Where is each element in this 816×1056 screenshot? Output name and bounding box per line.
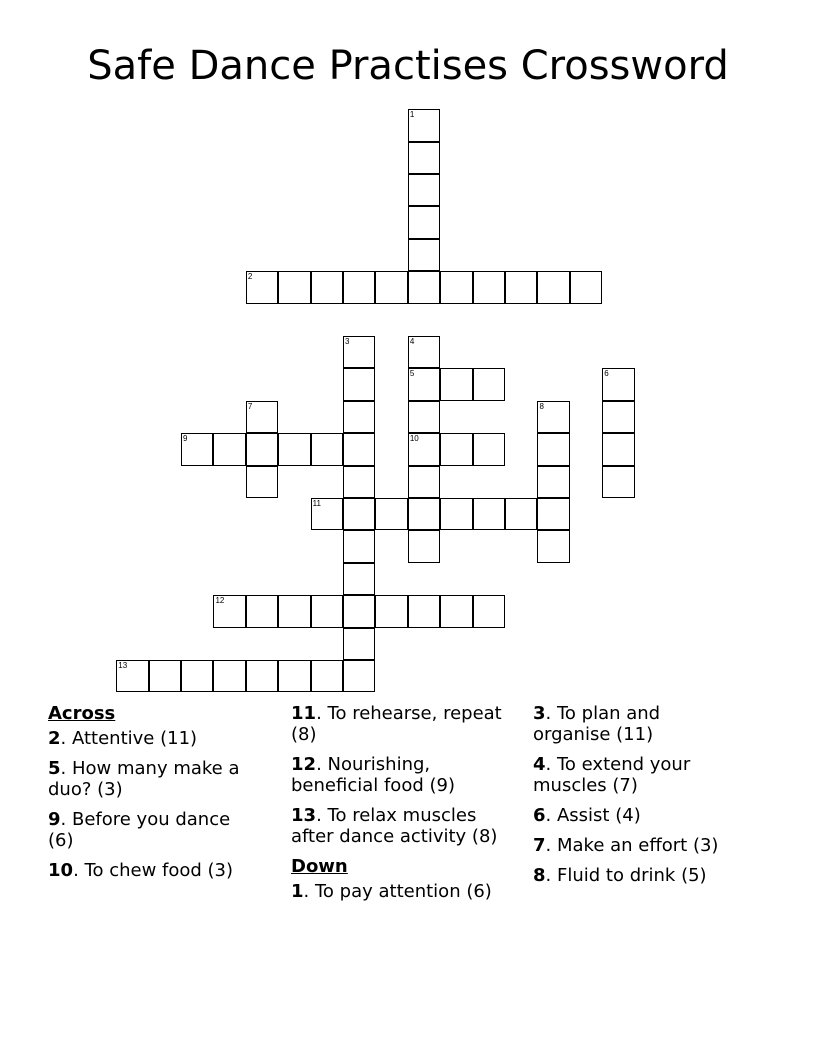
grid-cell[interactable] <box>440 368 472 400</box>
clue-number: 1 <box>291 881 304 902</box>
clue-number: 6 <box>533 805 546 826</box>
clue-text: To pay attention (6) <box>309 881 492 902</box>
clue-text: Attentive (11) <box>66 728 198 749</box>
grid-cell[interactable] <box>343 401 375 433</box>
grid-cell[interactable] <box>602 401 634 433</box>
cell-number: 10 <box>409 434 419 444</box>
grid-cell[interactable] <box>570 271 602 303</box>
cell-number: 11 <box>312 499 321 509</box>
cell-number: 6 <box>604 369 609 379</box>
grid-cell[interactable] <box>343 660 375 692</box>
cell-number: 2 <box>247 272 253 282</box>
grid-cell[interactable] <box>343 336 375 368</box>
grid-cell[interactable] <box>343 530 375 562</box>
grid-cell[interactable] <box>311 660 343 692</box>
clue-across-11: 11. To rehearse, repeat (8) <box>291 703 502 745</box>
clue-text: How many make a duo? (3) <box>48 758 240 800</box>
clue-number: 5 <box>48 758 61 779</box>
clue-text: Make an effort (3) <box>551 835 719 856</box>
grid-cell[interactable] <box>473 595 505 627</box>
grid-cell[interactable] <box>246 401 278 433</box>
cell-number: 5 <box>409 369 415 379</box>
clue-text: Assist (4) <box>551 805 641 826</box>
clue-down-4: 4. To extend your muscles (7) <box>533 754 691 796</box>
grid-cell[interactable] <box>311 498 343 530</box>
grid-cell[interactable] <box>537 433 569 465</box>
grid-cell[interactable] <box>343 498 375 530</box>
clue-number: 4 <box>533 754 546 775</box>
grid-cell[interactable] <box>311 433 343 465</box>
clue-text: To plan and organise (11) <box>533 703 661 745</box>
clue-across-12: 12. Nourishing, beneficial food (9) <box>291 754 455 796</box>
clue-number: 13 <box>291 805 317 826</box>
clue-text: Nourishing, beneficial food (9) <box>291 754 455 796</box>
cell-number: 9 <box>183 434 188 444</box>
cell-number: 7 <box>247 401 253 411</box>
grid-cell[interactable] <box>408 142 440 174</box>
clues-column-1 <box>48 703 258 890</box>
clue-text: To relax muscles after dance activity (8) <box>291 805 498 847</box>
grid-cell[interactable] <box>440 433 472 465</box>
grid-cell[interactable] <box>343 595 375 627</box>
grid-cell[interactable] <box>408 271 440 303</box>
grid-cell[interactable] <box>408 239 440 271</box>
across-heading: Across <box>48 703 116 724</box>
clue-across-10: 10. To chew food (3) <box>48 860 234 881</box>
grid-cell[interactable] <box>343 628 375 660</box>
grid-cell[interactable] <box>181 660 213 692</box>
grid-cell[interactable] <box>181 433 213 465</box>
grid-cell[interactable] <box>246 466 278 498</box>
grid-cell[interactable] <box>343 563 375 595</box>
clue-number: 8 <box>533 865 546 886</box>
page-title: Safe Dance Practises Crossword <box>87 43 729 89</box>
grid-cell[interactable] <box>440 498 472 530</box>
grid-cell[interactable] <box>473 498 505 530</box>
grid-cell[interactable] <box>116 660 148 692</box>
clue-number: 12 <box>291 754 317 775</box>
grid-cell[interactable] <box>473 271 505 303</box>
grid-cell[interactable] <box>537 530 569 562</box>
cell-number: 13 <box>118 661 128 671</box>
grid-cell[interactable] <box>408 595 440 627</box>
clues-column-2 <box>291 703 516 911</box>
grid-cell[interactable] <box>408 368 440 400</box>
grid-cell[interactable] <box>408 109 440 141</box>
grid-cell[interactable] <box>375 498 407 530</box>
grid-cell[interactable] <box>537 498 569 530</box>
grid-cell[interactable] <box>343 466 375 498</box>
clue-number: 7 <box>533 835 546 856</box>
grid-cell[interactable] <box>149 660 181 692</box>
grid-cell[interactable] <box>311 595 343 627</box>
cell-number: 1 <box>409 110 415 120</box>
clue-number: 9 <box>48 809 61 830</box>
grid-cell[interactable] <box>408 174 440 206</box>
clue-text: To extend your muscles (7) <box>533 754 691 796</box>
grid-cell[interactable] <box>473 433 505 465</box>
clue-text: Fluid to drink (5) <box>551 865 707 886</box>
clue-number: 2 <box>48 728 61 749</box>
grid-cell[interactable] <box>408 498 440 530</box>
clue-text: Before you dance (6) <box>48 809 231 851</box>
grid-cell[interactable] <box>408 401 440 433</box>
clue-number: 11 <box>291 703 317 724</box>
grid-cell[interactable] <box>440 271 472 303</box>
grid-cell[interactable] <box>408 206 440 238</box>
clue-across-5: 5. How many make a duo? (3) <box>48 758 240 800</box>
grid-cell[interactable] <box>537 271 569 303</box>
grid-cell[interactable] <box>343 271 375 303</box>
down-heading: Down <box>291 856 348 877</box>
clue-down-6: 6. Assist (4) <box>533 805 641 826</box>
clue-number: 3 <box>533 703 546 724</box>
clues-column-3 <box>533 703 733 895</box>
grid-cell[interactable] <box>408 433 440 465</box>
clue-across-9: 9. Before you dance (6) <box>48 809 231 851</box>
grid-cell[interactable] <box>311 271 343 303</box>
grid-cell[interactable] <box>246 433 278 465</box>
clue-text: To chew food (3) <box>78 860 234 881</box>
grid-cell[interactable] <box>343 368 375 400</box>
grid-cell[interactable] <box>537 466 569 498</box>
grid-cell[interactable] <box>213 660 245 692</box>
cell-number: 3 <box>345 337 350 347</box>
grid-cell[interactable] <box>375 595 407 627</box>
grid-cell[interactable] <box>408 336 440 368</box>
grid-cell[interactable] <box>537 401 569 433</box>
grid-cell[interactable] <box>505 271 537 303</box>
grid-cell[interactable] <box>343 433 375 465</box>
grid-cell[interactable] <box>602 433 634 465</box>
grid-cell[interactable] <box>602 466 634 498</box>
clue-down-7: 7. Make an effort (3) <box>533 835 719 856</box>
cell-number: 8 <box>539 401 544 411</box>
grid-cell[interactable] <box>246 660 278 692</box>
grid-cell[interactable] <box>440 595 472 627</box>
clue-down-8: 8. Fluid to drink (5) <box>533 865 707 886</box>
clue-text: To rehearse, repeat (8) <box>291 703 502 745</box>
clue-across-13: 13. To relax muscles after dance activity (8) <box>291 805 498 847</box>
cell-number: 12 <box>215 596 225 606</box>
grid-cell[interactable] <box>473 368 505 400</box>
grid-cell[interactable] <box>246 271 278 303</box>
grid-cell[interactable] <box>602 368 634 400</box>
grid-cell[interactable] <box>278 433 310 465</box>
grid-cell[interactable] <box>278 595 310 627</box>
cell-number: 4 <box>409 337 415 347</box>
clue-across-2: 2. Attentive (11) <box>48 728 198 749</box>
grid-cell[interactable] <box>213 595 245 627</box>
grid-cell[interactable] <box>375 271 407 303</box>
grid-cell[interactable] <box>408 466 440 498</box>
clue-number: 10 <box>48 860 74 881</box>
grid-cell[interactable] <box>278 660 310 692</box>
grid-cell[interactable] <box>408 530 440 562</box>
grid-cell[interactable] <box>278 271 310 303</box>
clue-down-3: 3. To plan and organise (11) <box>533 703 661 745</box>
clue-down-1: 1. To pay attention (6) <box>291 881 492 902</box>
grid-cell[interactable] <box>213 433 245 465</box>
grid-cell[interactable] <box>505 498 537 530</box>
grid-cell[interactable] <box>246 595 278 627</box>
